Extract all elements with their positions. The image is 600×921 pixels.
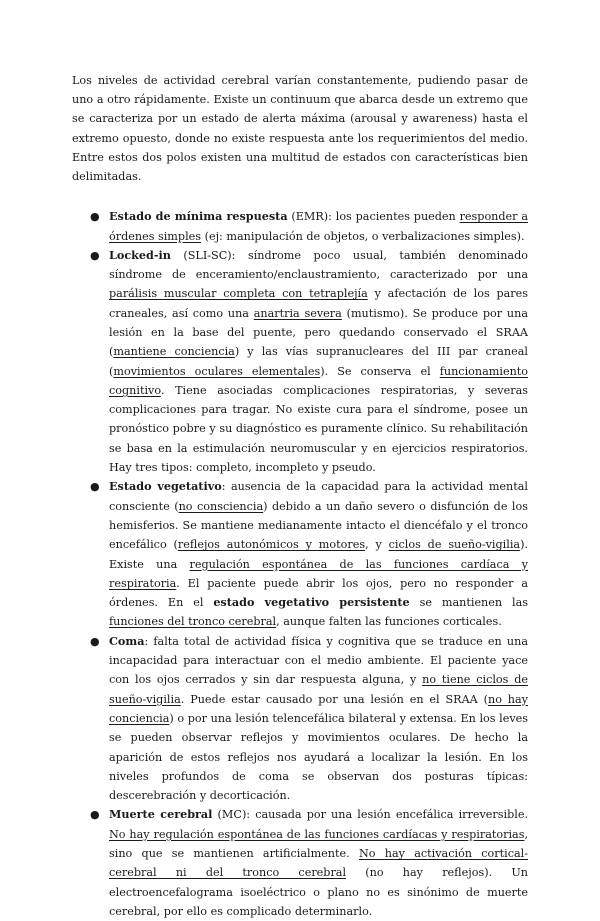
text: (MC): causada por una lesión encefálica irreversible. bbox=[212, 808, 528, 822]
underlined-text: movimientos oculares elementales bbox=[113, 364, 321, 378]
states-list bbox=[72, 207, 528, 921]
list-item-emr bbox=[90, 207, 529, 246]
text: y afectación de los pares craneales, así como una bbox=[109, 287, 528, 320]
text: (mutismo). Se produce por una lesión en la base del puente, pero quedando conservado el SRAA ( bbox=[109, 306, 528, 359]
text: : ausencia de la capacidad para la actividad mental consciente ( bbox=[109, 480, 529, 513]
underlined-text: no hay conciencia bbox=[109, 692, 528, 725]
term-locked-in: Locked-in bbox=[109, 247, 171, 262]
term-vegetativo: Estado vegetativo bbox=[109, 479, 222, 494]
text: (EMR): los pacientes pueden bbox=[287, 210, 460, 224]
term-coma: Coma bbox=[109, 633, 145, 648]
text: (no hay reflejos). Un electroencefalograma isoeléctrico o plano no es sinónimo de muerte cerebral, por ello es complicado determinarlo. bbox=[109, 866, 528, 918]
underlined-text: anartria severa bbox=[253, 306, 342, 320]
text: . Tiene asociadas complicaciones respiratorias, y severas complicaciones para tragar. No existe cura para el síndrome, posee un pronóstico pobre y su diagnóstico es puramente clínico. Su rehabilitación se basa en la estimulación neuromuscular y en ejercicios respiratorios. Hay tres tipos: completo, incompleto y pseudo. bbox=[109, 383, 528, 475]
underlined-text: responder a órdenes simples bbox=[109, 210, 529, 243]
underlined-text: no consciencia bbox=[178, 499, 264, 513]
underlined-text: regulación espontánea de las funciones cardíaca y respiratoria bbox=[109, 557, 528, 590]
text: (ej: manipulación de objetos, o verbalizaciones simples). bbox=[201, 229, 525, 243]
list-item-muerte-cerebral bbox=[90, 805, 528, 921]
bullet-icon: ● bbox=[90, 480, 100, 494]
underlined-text: no tiene ciclos de sueño-vigilia bbox=[109, 673, 529, 706]
underlined-text: funcionamiento cognitivo bbox=[109, 364, 528, 397]
text: ). Existe una bbox=[109, 538, 528, 571]
underlined-text: mantiene conciencia bbox=[113, 345, 235, 359]
text: ) y las vías supranucleares del III par craneal ( bbox=[109, 345, 529, 378]
list-item-vegetativo bbox=[90, 477, 529, 631]
text: . El paciente puede abrir los ojos, pero no responder a órdenes. En el bbox=[109, 576, 528, 610]
bullet-icon: ● bbox=[90, 248, 100, 262]
bullet-icon: ● bbox=[90, 634, 100, 648]
text: , aunque falten las funciones corticales. bbox=[276, 615, 502, 629]
bullet-icon: ● bbox=[90, 808, 100, 822]
text: , sino que se mantienen artificialmente. bbox=[109, 827, 528, 861]
underlined-text: ciclos de sueño-vigilia bbox=[388, 538, 521, 552]
text: . Puede estar causado por una lesión en el SRAA ( bbox=[180, 692, 488, 706]
text: se mantienen las bbox=[409, 596, 528, 610]
intro-paragraph: Los niveles de actividad cerebral varían constantemente, pudiendo pasar de uno a otro rápidamente. Existe un continuum que abarca desde un extremo que se caracteriza por un estado de alerta máxima (arousal y awareness) hasta el extremo opuesto, donde no existe respuesta ante los requerimientos del medio. Entre estos dos polos existen una multitud de estados con características bien delimitadas. bbox=[72, 74, 528, 184]
underlined-text: No hay regulación espontánea de las funciones cardíacas y respiratorias bbox=[109, 827, 525, 841]
term-emr: Estado de mínima respuesta bbox=[109, 209, 288, 224]
underlined-text: parálisis muscular completa con tetraplejía bbox=[109, 287, 368, 301]
text: (SLI-SC): síndrome poco usual, también denominado síndrome de enceramiento/enclaustramiento, caracterizado por una bbox=[109, 248, 528, 282]
term-muerte-cerebral: Muerte cerebral bbox=[109, 807, 213, 822]
bold-text: estado vegetativo persistente bbox=[213, 595, 410, 610]
text: ) o por una lesión telencefálica bilateral y extensa. En los leves se pueden observar reflejos y movimientos oculares. De hecho la aparición de estos reflejos nos ayudará a localizar la lesión. En los niveles profundos de coma se observan dos posturas típicas: descerebración y decorticación. bbox=[109, 711, 528, 803]
underlined-text: reflejos autonómicos y motores bbox=[177, 538, 366, 552]
text: : falta total de actividad física y cognitiva que se traduce en una incapacidad para interactuar con el medio ambiente. El paciente yace con los ojos cerrados y sin dar respuesta alguna, y bbox=[109, 634, 528, 687]
underlined-text: funciones del tronco cerebral bbox=[109, 615, 277, 629]
text: , y bbox=[365, 538, 389, 552]
list-item-coma bbox=[90, 632, 529, 806]
list-item-locked-in bbox=[90, 246, 529, 478]
bullet-icon: ● bbox=[90, 210, 100, 224]
underlined-text: No hay activación cortical-cerebral ni del tronco cerebral bbox=[109, 847, 528, 880]
text: ) debido a un daño severo o disfunción de los hemisferios. Se mantiene medianamente intacto el diencéfalo y el tronco encefálico ( bbox=[109, 499, 528, 552]
text: ). Se conserva el bbox=[320, 364, 440, 378]
